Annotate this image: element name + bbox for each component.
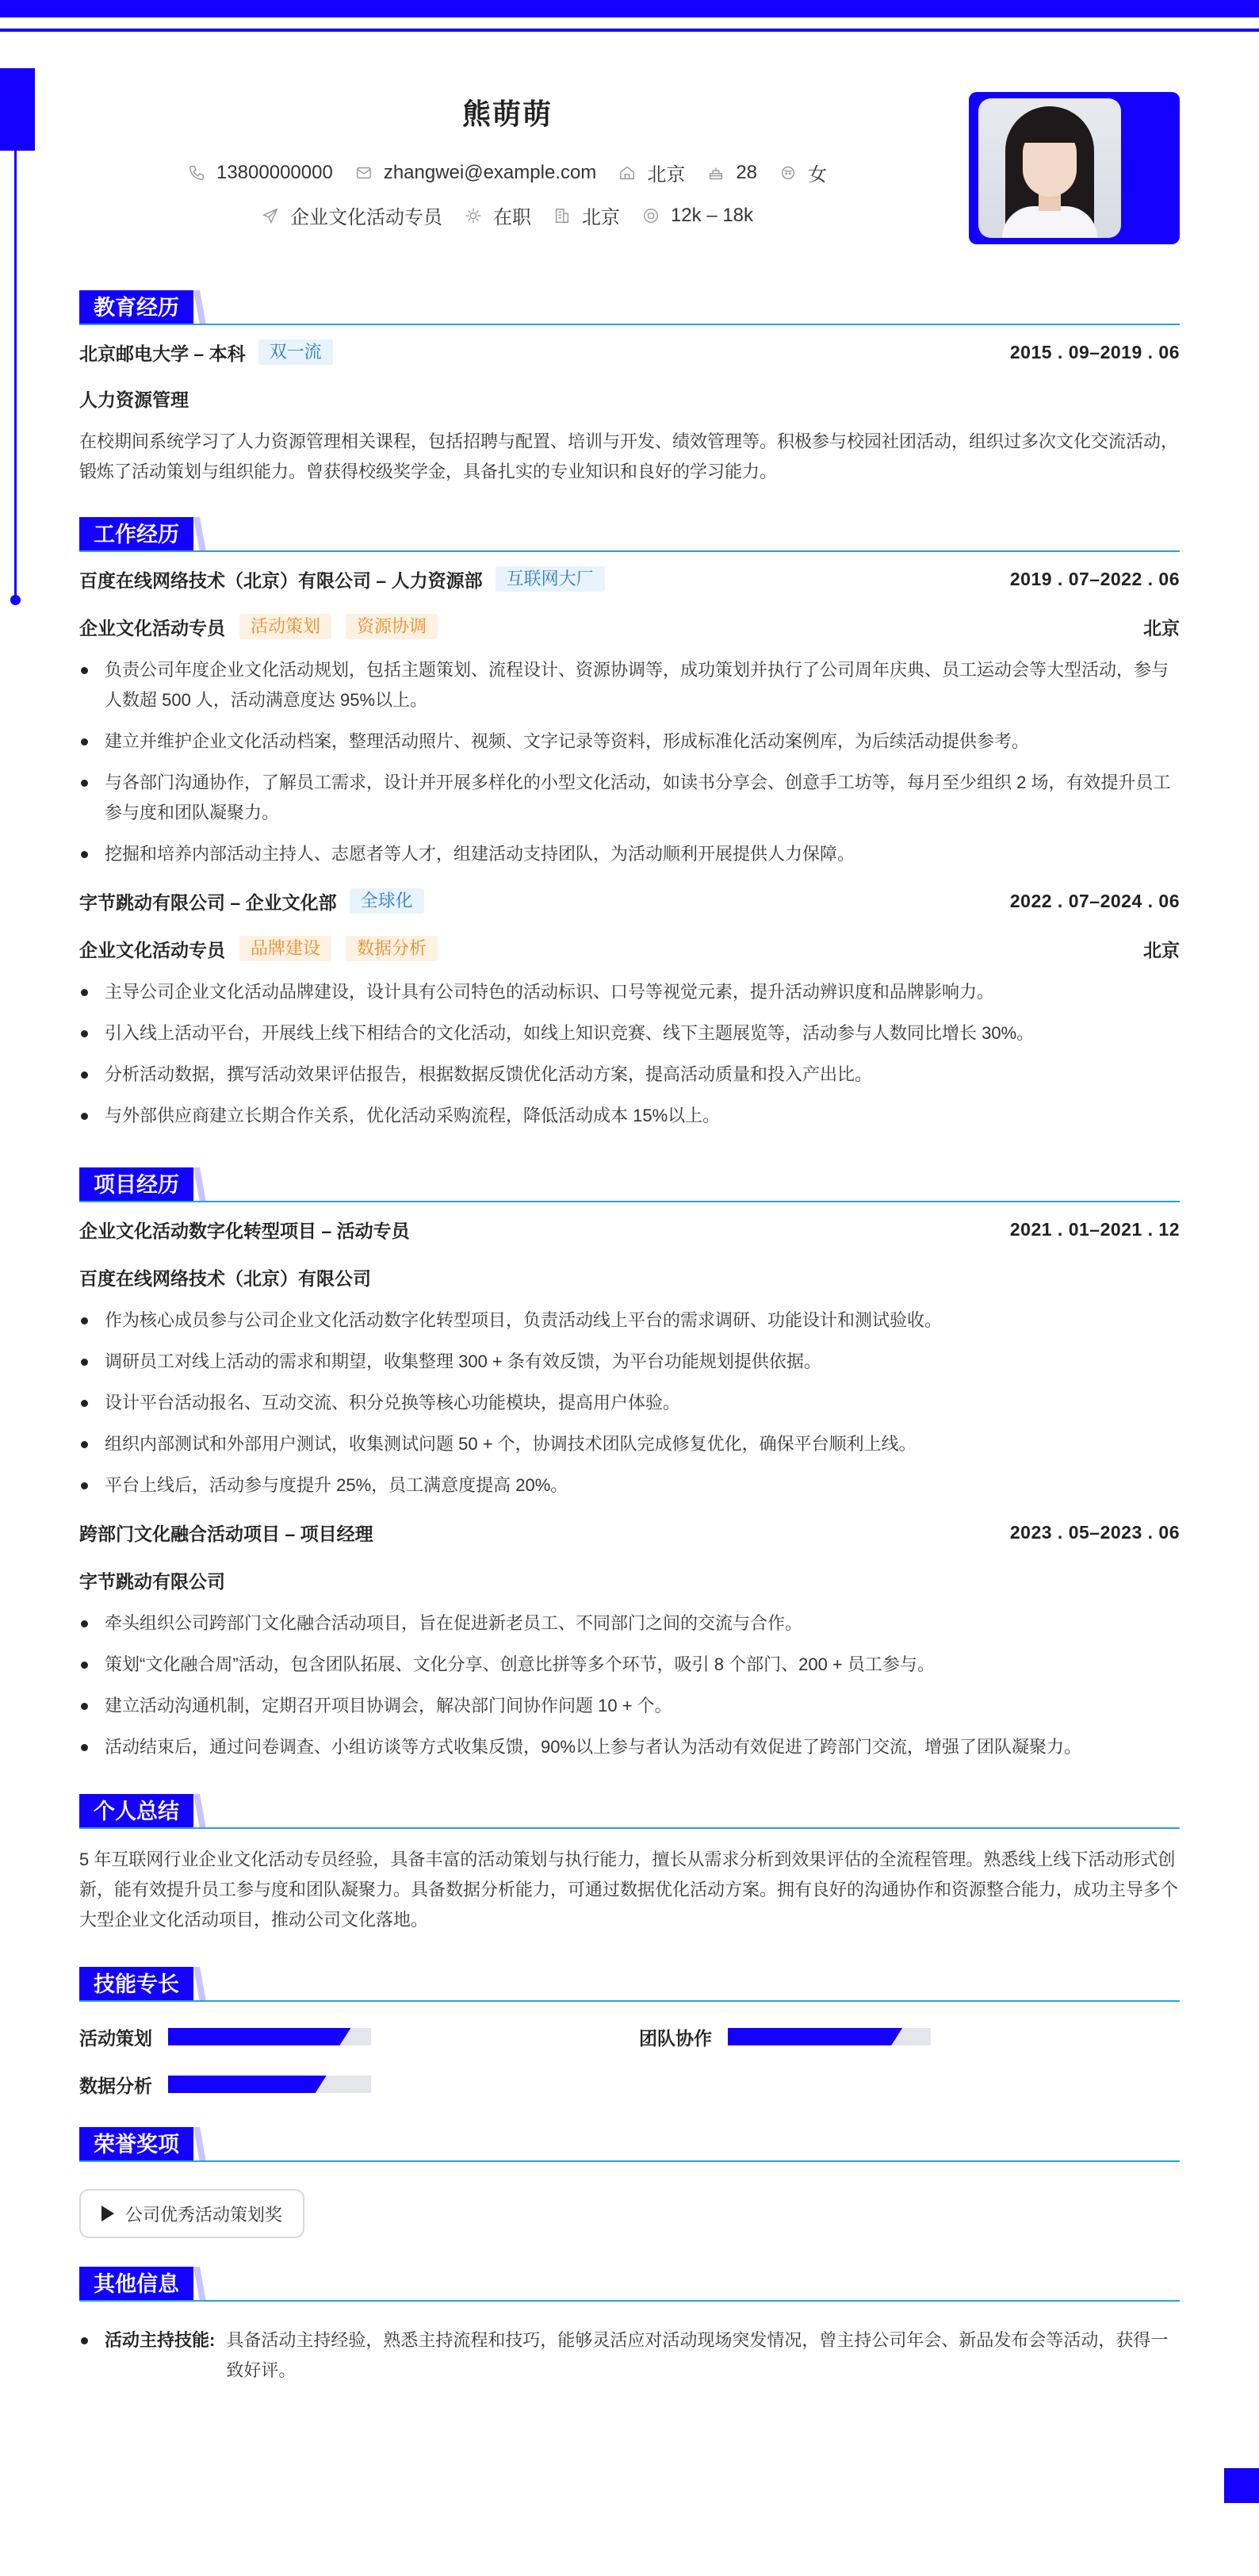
- project-bullets: [79, 1305, 1180, 1501]
- section-title-notch: [193, 2127, 206, 2162]
- skill-bar-fill: [728, 2028, 902, 2045]
- job-location: 北京: [1143, 617, 1180, 638]
- other-section: [79, 2267, 1180, 2386]
- project-name-row: [79, 1215, 1180, 1244]
- list-item: 主导公司企业文化活动品牌建设，设计具有公司特色的活动标识、口号等视觉元素，提升活动辨识度和品牌影响力。: [79, 977, 1180, 1007]
- skill-item: [79, 2026, 639, 2048]
- home-icon: [618, 164, 636, 182]
- skills-section: [79, 1967, 1180, 2095]
- list-item: 负责公司年度企业文化活动规划，包括主题策划、流程设计、资源协调等，成功策划并执行了公司周年庆典、员工运动会等大型活动，参与人数超 500 人，活动满意度达 95%以上。: [79, 655, 1180, 715]
- education-row: [79, 338, 1180, 366]
- job-position: [262, 201, 442, 229]
- project-bullets: [79, 1608, 1180, 1762]
- job-entry: [79, 887, 1180, 1131]
- job-skill-tag: 资源协调: [346, 614, 438, 639]
- salary-text: 12k – 18k: [670, 204, 754, 226]
- job-role: 企业文化活动专员: [79, 617, 225, 638]
- job-date: 2022 . 07–2024 . 06: [1009, 890, 1180, 911]
- section-title-notch: [193, 2267, 206, 2302]
- job-role-row: [79, 934, 1180, 963]
- project-name: 企业文化活动数字化转型项目 – 活动专员: [79, 1220, 410, 1241]
- education-date: 2015 . 09–2019 . 06: [1009, 341, 1180, 362]
- list-item: 活动结束后，通过问卷调查、小组访谈等方式收集反馈，90%以上参与者认为活动有效促进了跨部门交流，增强了团队凝聚力。: [79, 1732, 1180, 1762]
- job-skill-tag: 数据分析: [346, 936, 438, 961]
- project-company-row: [79, 1263, 1180, 1291]
- list-item: 策划“文化融合周”活动，包含团队拓展、文化分享、创意比拼等多个环节，吸引 8 个部门、200 + 员工参与。: [79, 1650, 1180, 1680]
- job-date: 2019 . 07–2022 . 06: [1009, 568, 1180, 589]
- list-item: 挖掘和培养内部活动主持人、志愿者等人才，组建活动支持团队，为活动顺利开展提供人力保障。: [79, 839, 1180, 869]
- skill-bar-fill: [168, 2028, 350, 2045]
- project-date: 2023 . 05–2023 . 06: [1009, 1521, 1180, 1543]
- other-list: [79, 2325, 1180, 2386]
- job-company: 字节跳动有限公司 – 企业文化部: [79, 891, 337, 913]
- list-item: 分析活动数据，撰写活动效果评估报告，根据数据反馈优化活动方案，提高活动质量和投入产出比。: [79, 1060, 1180, 1090]
- education-description: 在校期间系统学习了人力资源管理相关课程，包括招聘与配置、培训与开发、绩效管理等。积极参与校园社团活动，组织过多次文化交流活动，锻炼了活动策划与组织能力。曾获得校级奖学金，具备扎实的专业知识和良好的学习能力。: [79, 431, 1179, 481]
- skill-bar: [168, 2076, 371, 2093]
- section-rule: [79, 1827, 1180, 1829]
- skill-item: [79, 2073, 639, 2095]
- section-title-label: 技能专长: [79, 1967, 193, 2002]
- email-text: zhangwei@example.com: [383, 161, 597, 183]
- job-intent-row: [79, 201, 936, 229]
- section-title: [79, 1167, 1180, 1202]
- resume-page: [79, 0, 1180, 2386]
- section-title: [79, 290, 1180, 325]
- skill-bar-fill: [168, 2076, 327, 2093]
- list-item: 设计平台活动报名、互动交流、积分兑换等核心功能模块，提高用户体验。: [79, 1388, 1180, 1418]
- phone-icon: [188, 164, 205, 182]
- list-item: 作为核心成员参与公司企业文化活动数字化转型项目，负责活动线上平台的需求调研、功能设计和测试验收。: [79, 1305, 1180, 1336]
- projects-section: [79, 1167, 1180, 1762]
- city-text: 北京: [647, 164, 686, 186]
- section-rule: [79, 324, 1180, 325]
- resume-header: [79, 0, 1180, 262]
- position-text: 企业文化活动专员: [289, 207, 442, 228]
- section-rule: [79, 550, 1180, 552]
- gender-text: 女: [808, 164, 828, 186]
- job-bullets: [79, 655, 1180, 869]
- job-city: [553, 201, 620, 229]
- section-title: [79, 1794, 1180, 1829]
- job-company: 百度在线网络技术（北京）有限公司 – 人力资源部: [79, 569, 483, 591]
- school-name: 北京邮电大学 – 本科: [79, 343, 246, 364]
- age-text: 28: [736, 161, 758, 183]
- send-icon: [262, 207, 279, 224]
- list-item: 与外部供应商建立长期合作关系，优化活动采购流程，降低活动成本 15%以上。: [79, 1101, 1180, 1131]
- section-title-notch: [193, 517, 206, 552]
- section-title-notch: [193, 1794, 206, 1829]
- section-title: [79, 2127, 1180, 2162]
- project-date: 2021 . 01–2021 . 12: [1009, 1218, 1180, 1240]
- mail-icon: [355, 164, 373, 182]
- section-title-notch: [193, 1167, 206, 1202]
- list-item: 引入线上活动平台，开展线上线下相结合的文化活动，如线上知识竞赛、线下主题展览等，活动参与人数同比增长 30%。: [79, 1018, 1180, 1048]
- section-rule: [79, 2160, 1180, 2162]
- job-role-row: [79, 612, 1180, 641]
- honors-section: [79, 2127, 1180, 2238]
- section-title: [79, 2267, 1180, 2302]
- avatar: [978, 98, 1121, 238]
- major-row: [79, 384, 1180, 412]
- status-icon: [465, 207, 482, 224]
- major-name: 人力资源管理: [79, 389, 189, 410]
- award-text: 公司优秀活动策划奖: [125, 2204, 283, 2225]
- other-value: 具备活动主持经验，熟悉主持流程和技巧，能够灵活应对活动现场突发情况，曾主持公司年会、新品发布会等活动，获得一致好评。: [226, 2330, 1169, 2380]
- play-icon: [101, 2206, 114, 2221]
- section-title-label: 个人总结: [79, 1794, 193, 1829]
- section-rule: [79, 2000, 1180, 2002]
- other-key: 活动主持技能:: [105, 2330, 216, 2350]
- section-rule: [79, 2300, 1180, 2302]
- project-entry: [79, 1518, 1180, 1762]
- project-name-row: [79, 1518, 1180, 1547]
- avatar-frame: [969, 92, 1180, 244]
- summary-text: 5 年互联网行业企业文化活动专员经验，具备丰富的活动策划与执行能力，擅长从需求分析到效果评估的全流程管理。熟悉线上线下活动形式创新，能有效提升员工参与度和团队凝聚力。具备数据分析能力，可通过数据优化活动方案。拥有良好的沟通协作和资源整合能力，成功主导多个大型企业文化活动项目，推动公司文化落地。: [79, 1850, 1179, 1930]
- project-entry: [79, 1215, 1180, 1501]
- skill-name: 数据分析: [79, 2075, 152, 2096]
- job-company-row: [79, 565, 1180, 593]
- education-section: [79, 290, 1180, 487]
- job-bullets: [79, 977, 1180, 1131]
- section-title: [79, 517, 1180, 552]
- avatar-body: [1002, 206, 1097, 238]
- project-name: 跨部门文化融合活动项目 – 项目经理: [79, 1523, 373, 1544]
- list-item: 建立活动沟通机制，定期召开项目协调会，解决部门间协作问题 10 + 个。: [79, 1691, 1180, 1721]
- skill-bar: [168, 2028, 371, 2045]
- job-skill-tag: 品牌建设: [239, 936, 331, 961]
- contact-age: [707, 162, 757, 184]
- skills-grid: [79, 2026, 1180, 2095]
- job-company-row: [79, 887, 1180, 915]
- job-location: 北京: [1143, 939, 1180, 960]
- list-item: 平台上线后，活动参与度提升 25%，员工满意度提高 20%。: [79, 1470, 1180, 1501]
- honors-list: [79, 2189, 1180, 2238]
- project-company: 字节跳动有限公司: [79, 1570, 225, 1592]
- section-title-label: 教育经历: [79, 290, 193, 325]
- left-accent-tab: [0, 68, 35, 151]
- project-company: 百度在线网络技术（北京）有限公司: [79, 1267, 371, 1289]
- job-entry: [79, 565, 1180, 869]
- summary-section: [79, 1794, 1180, 1935]
- school-tag: 双一流: [258, 339, 333, 365]
- project-company-row: [79, 1566, 1180, 1594]
- age-icon: [707, 164, 725, 182]
- left-accent-dot: [10, 595, 21, 605]
- job-skill-tag: 活动策划: [239, 614, 331, 639]
- list-item: 组织内部测试和外部用户测试，收集测试问题 50 + 个，协调技术团队完成修复优化，确保平台顺利上线。: [79, 1429, 1180, 1459]
- right-accent-tab: [1224, 2468, 1259, 2503]
- status-text: 在职: [492, 207, 531, 228]
- section-title-label: 荣誉奖项: [79, 2127, 193, 2162]
- section-title: [79, 1967, 1180, 2002]
- list-item: 牵头组织公司跨部门文化融合活动项目，旨在促进新老员工、不同部门之间的交流与合作。: [79, 1608, 1180, 1639]
- skill-name: 活动策划: [79, 2027, 152, 2049]
- list-item: 与各部门沟通协作，了解员工需求，设计并开展多样化的小型文化活动，如读书分享会、创意手工坊等，每月至少组织 2 场，有效提升员工参与度和团队凝聚力。: [79, 768, 1180, 828]
- candidate-name: 熊萌萌: [461, 98, 553, 130]
- job-salary: [642, 205, 753, 227]
- award-badge: [79, 2189, 304, 2238]
- section-title-notch: [193, 1967, 206, 2002]
- skill-name: 团队协作: [639, 2027, 712, 2049]
- job-status: [465, 201, 531, 229]
- section-title-notch: [193, 290, 206, 325]
- job-city-text: 北京: [581, 207, 620, 228]
- job-company-tag: 全球化: [350, 888, 424, 914]
- left-accent-rail: [14, 151, 17, 600]
- skill-bar: [728, 2028, 931, 2045]
- skill-item: [639, 2026, 1180, 2048]
- list-item: [79, 2325, 1180, 2386]
- contact-row: [79, 159, 936, 186]
- job-role: 企业文化活动专员: [79, 939, 225, 960]
- section-title-label: 工作经历: [79, 517, 193, 552]
- section-title-label: 其他信息: [79, 2267, 193, 2302]
- contact-phone: [188, 162, 333, 184]
- avatar-bangs: [1021, 122, 1078, 143]
- building-icon: [553, 207, 571, 224]
- section-rule: [79, 1201, 1180, 1202]
- gender-icon: [779, 164, 797, 182]
- contact-email: [355, 162, 597, 184]
- contact-gender: [779, 159, 827, 186]
- phone-text: 13800000000: [216, 161, 333, 183]
- section-title-label: 项目经历: [79, 1167, 193, 1202]
- salary-icon: [642, 207, 660, 224]
- list-item: 调研员工对线上活动的需求和期望，收集整理 300 + 条有效反馈，为平台功能规划提供依据。: [79, 1347, 1180, 1377]
- job-company-tag: 互联网大厂: [496, 566, 605, 592]
- work-section: [79, 517, 1180, 1131]
- list-item: 建立并维护企业文化活动档案，整理活动照片、视频、文字记录等资料，形成标准化活动案例库，为后续活动提供参考。: [79, 726, 1180, 757]
- contact-city: [618, 159, 685, 186]
